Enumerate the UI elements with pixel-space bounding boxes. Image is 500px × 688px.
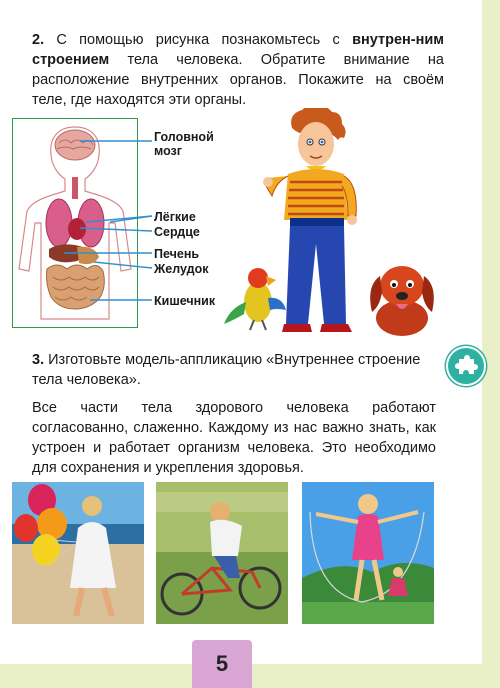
anatomy-figure <box>12 118 138 328</box>
label-heart: Сердце <box>154 225 200 239</box>
page-number: 5 <box>192 640 252 688</box>
photo-boy-on-bicycle <box>156 482 288 624</box>
girl-balloons-photo <box>12 482 144 624</box>
photo-girl-with-balloons <box>12 482 144 624</box>
photo-girl-jumping-rope <box>302 482 434 624</box>
body-paragraph: Все части тела здорового человека работают согласованно, слаженно. Каждому из нас важно знать, как устроен и работает организм человека. Это необходимо для сохранения и укрепления здоровья. <box>32 400 436 476</box>
task-3-paragraph <box>32 350 436 390</box>
task-2-number: 2. <box>32 32 45 48</box>
page-right-margin <box>482 0 500 688</box>
dog-illustration <box>362 258 442 342</box>
label-intestine: Кишечник <box>154 294 216 308</box>
parrot-illustration <box>218 262 290 332</box>
task-2-text-end: тела человека. Обратите внимание на расположение внутренних органов. Покажите на своём теле, где находятся эти органы. <box>32 52 444 108</box>
label-lungs: Лёгкие <box>154 210 196 224</box>
task-2-paragraph <box>32 30 444 110</box>
task-3-number: 3. <box>32 352 45 368</box>
puzzle-icon-glyph <box>448 348 484 384</box>
puzzle-icon[interactable] <box>446 346 486 386</box>
task-3-text: Изготовьте модель-аппликацию «Внутреннее строение тела человека». <box>32 352 421 388</box>
human-anatomy-illustration <box>13 119 137 327</box>
boy-bicycle-photo <box>156 482 288 624</box>
label-brain: Головной мозг <box>154 130 214 158</box>
task-2-bold-term: внутрен-ним строением <box>32 32 444 68</box>
label-liver: Печень <box>154 247 200 261</box>
girl-jumping-rope-photo <box>302 482 434 624</box>
task-2-text-start: С помощью рисунка познакомьтесь с <box>44 32 353 48</box>
label-stomach: Желудок <box>154 262 209 276</box>
